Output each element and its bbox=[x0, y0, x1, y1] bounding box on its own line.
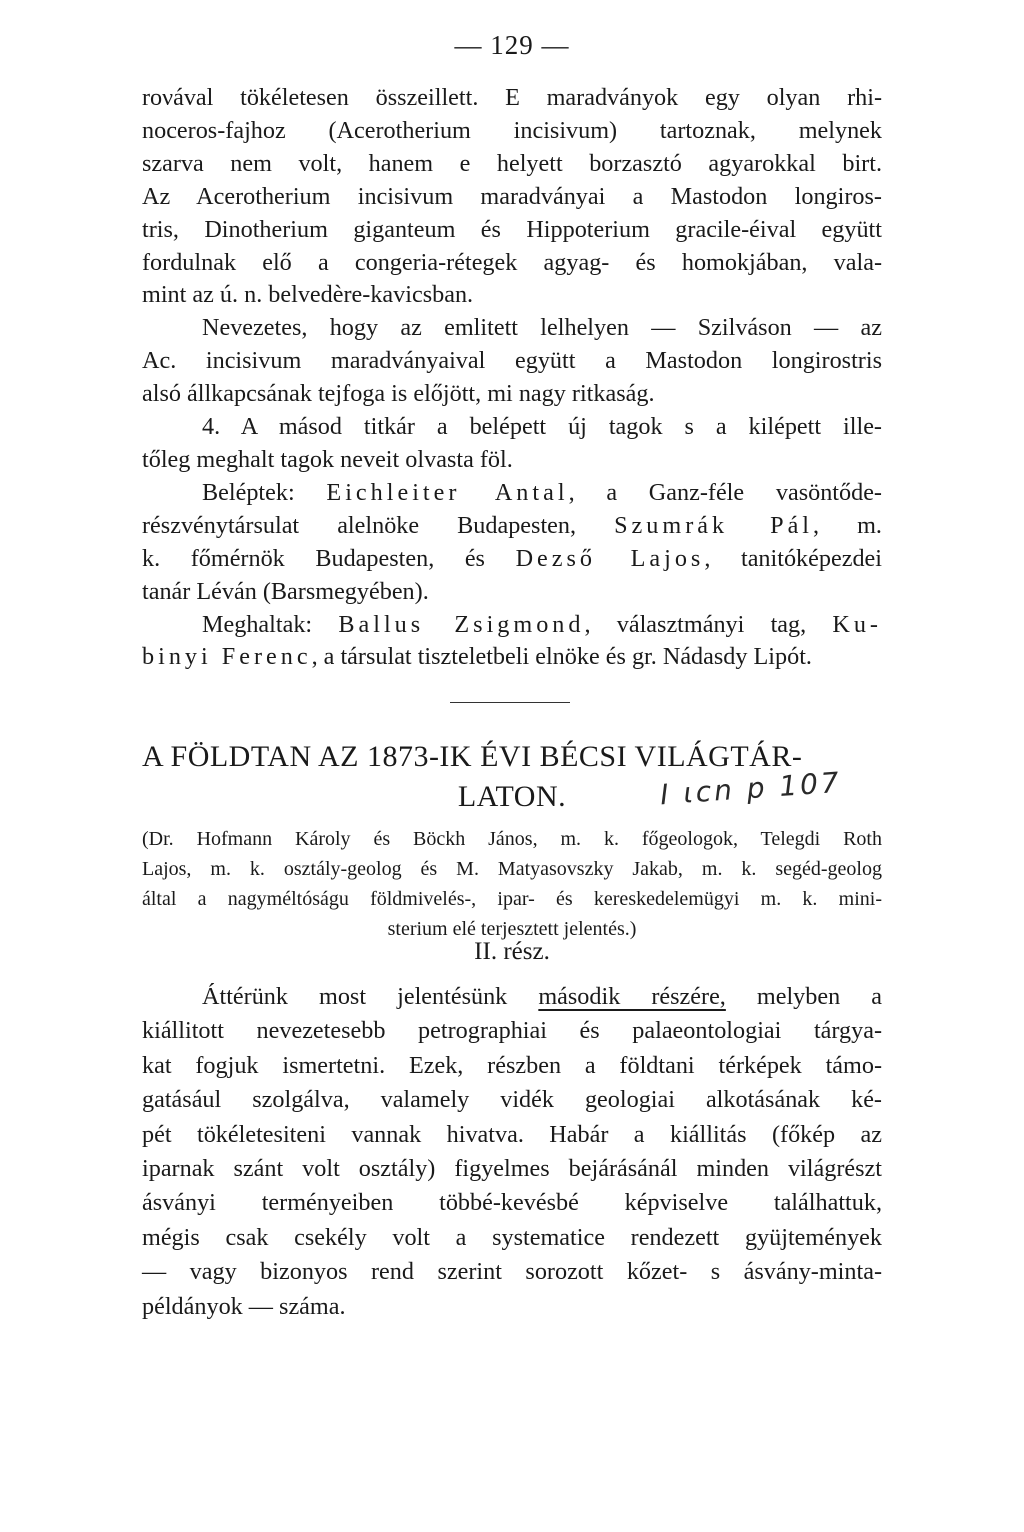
person-name: Szumrák Pál bbox=[614, 511, 814, 539]
person-name: Dezső Lajos bbox=[515, 544, 705, 572]
text-line: mint az ú. n. belvedère-kavicsban. bbox=[142, 281, 474, 309]
text-line: iparnak szánt volt osztály) figyelmes bejárásánál minden világrészt bbox=[142, 1155, 882, 1183]
person-name: Ku- bbox=[832, 610, 882, 638]
text-line: sterium elé terjesztett jelentés.) bbox=[387, 918, 637, 940]
text-run: , a Ganz-féle vasöntőde- bbox=[568, 478, 882, 506]
text-line: Az Acerotherium incisivum maradványai a Mastodon longiros- bbox=[142, 182, 882, 210]
text-line bbox=[142, 641, 882, 674]
text-line bbox=[142, 980, 882, 1014]
text-run: , m. bbox=[813, 511, 882, 539]
section-title-continued: LATON. bbox=[457, 780, 567, 813]
text-run: Beléptek: bbox=[202, 478, 327, 506]
text-line: által a nagyméltóságu földmivelés-, ipar- és kereskedelemügyi m. k. mini- bbox=[142, 888, 882, 910]
person-name: Ballus Zsigmond bbox=[338, 610, 585, 638]
text-line: szarva nem volt, hanem e helyett borzasztó agyarokkal birt. bbox=[142, 149, 882, 177]
text-line: kat fogjuk ismertetni. Ezek, részben a földtani térképek támo- bbox=[142, 1051, 882, 1079]
text-line: kiállitott nevezetesebb petrographiai és palaeontologiai tárgya- bbox=[142, 1017, 882, 1045]
section-divider bbox=[450, 702, 570, 703]
text-line: tőleg meghalt tagok neveit olvasta föl. bbox=[142, 445, 513, 473]
person-name: binyi Ferenc bbox=[142, 643, 312, 671]
text-line: noceros-fajhoz (Acerotherium incisivum) tartoznak, melynek bbox=[142, 116, 882, 144]
text-line: Lajos, m. k. osztály-geolog és M. Matyasovszky Jakab, m. k. segéd-geolog bbox=[142, 858, 882, 880]
handwritten-annotation: I ιcn p 107 bbox=[659, 765, 843, 812]
text-run: , tanitóképezdei bbox=[704, 544, 883, 572]
report-authors-note bbox=[142, 824, 882, 944]
underlined-text: második részére, bbox=[538, 983, 726, 1010]
body-text-upper bbox=[142, 82, 882, 674]
text-line: tanár Léván (Barsmegyében). bbox=[142, 577, 429, 605]
part-heading: II. rész. bbox=[474, 938, 550, 965]
text-line: ásványi terményeiben többé-kevésbé képviselve találhattuk, bbox=[142, 1189, 882, 1217]
text-line: rονával tökéletesen összeillett. E maradványok egy olyan rhi- bbox=[142, 84, 882, 111]
text-run: részvénytársulat alelnöke Budapesten, bbox=[142, 511, 615, 539]
text-line bbox=[142, 477, 882, 510]
section-title: A FÖLDTAN AZ 1873-IK ÉVI BÉCSI VILÁGTÁR- bbox=[142, 740, 803, 773]
text-line: fordulnak elő a congeria-rétegek agyag- és homokjában, vala- bbox=[142, 248, 882, 276]
text-run: Áttérünk most jelentésünk bbox=[202, 983, 539, 1010]
text-line: Nevezetes, hogy az emlitett lelhelyen — Szilváson — az bbox=[202, 314, 882, 342]
text-line: példányok — száma. bbox=[142, 1292, 346, 1320]
text-line: — vagy bizonyos rend szerint sorozott kőzet- s ásvány-minta- bbox=[142, 1258, 882, 1286]
text-line: Ac. incisivum maradványaival együtt a Mastodon longirostris bbox=[142, 347, 882, 375]
page-number: — 129 — bbox=[454, 30, 570, 60]
text-run: melyben a bbox=[725, 983, 882, 1010]
text-line: tris, Dinotherium giganteum és Hippoterium gracile-éival együtt bbox=[142, 215, 882, 243]
text-run: , választmányi tag, bbox=[584, 610, 833, 638]
text-line bbox=[142, 609, 882, 642]
text-run: , a társulat tiszteletbeli elnöke és gr. Nádasdy Lipót. bbox=[311, 643, 812, 671]
text-line: (Dr. Hofmann Károly és Böckh János, m. k. főgeologok, Telegdi Roth bbox=[142, 828, 882, 850]
text-run: Meghaltak: bbox=[202, 610, 339, 638]
text-line: mégis csak csekély volt a systematice rendezett gyüjtemények bbox=[142, 1223, 882, 1251]
text-line bbox=[142, 543, 882, 576]
text-run: k. főmérnök Budapesten, és bbox=[142, 544, 516, 572]
person-name: Eichleiter Antal bbox=[326, 478, 569, 506]
text-line: gatásául szolgálva, valamely vidék geologiai alkotásának ké- bbox=[142, 1086, 882, 1114]
text-line: pét tökéletesiteni vannak hivatva. Habár a kiállitás (főkép az bbox=[142, 1120, 882, 1148]
text-line bbox=[142, 510, 882, 543]
text-line: alsó állkapcsának tejfoga is előjött, mi nagy ritkaság. bbox=[142, 380, 655, 408]
text-line: 4. A másod titkár a belépett új tagok s a kilépett ille- bbox=[202, 413, 882, 441]
body-text-lower bbox=[142, 980, 882, 1324]
